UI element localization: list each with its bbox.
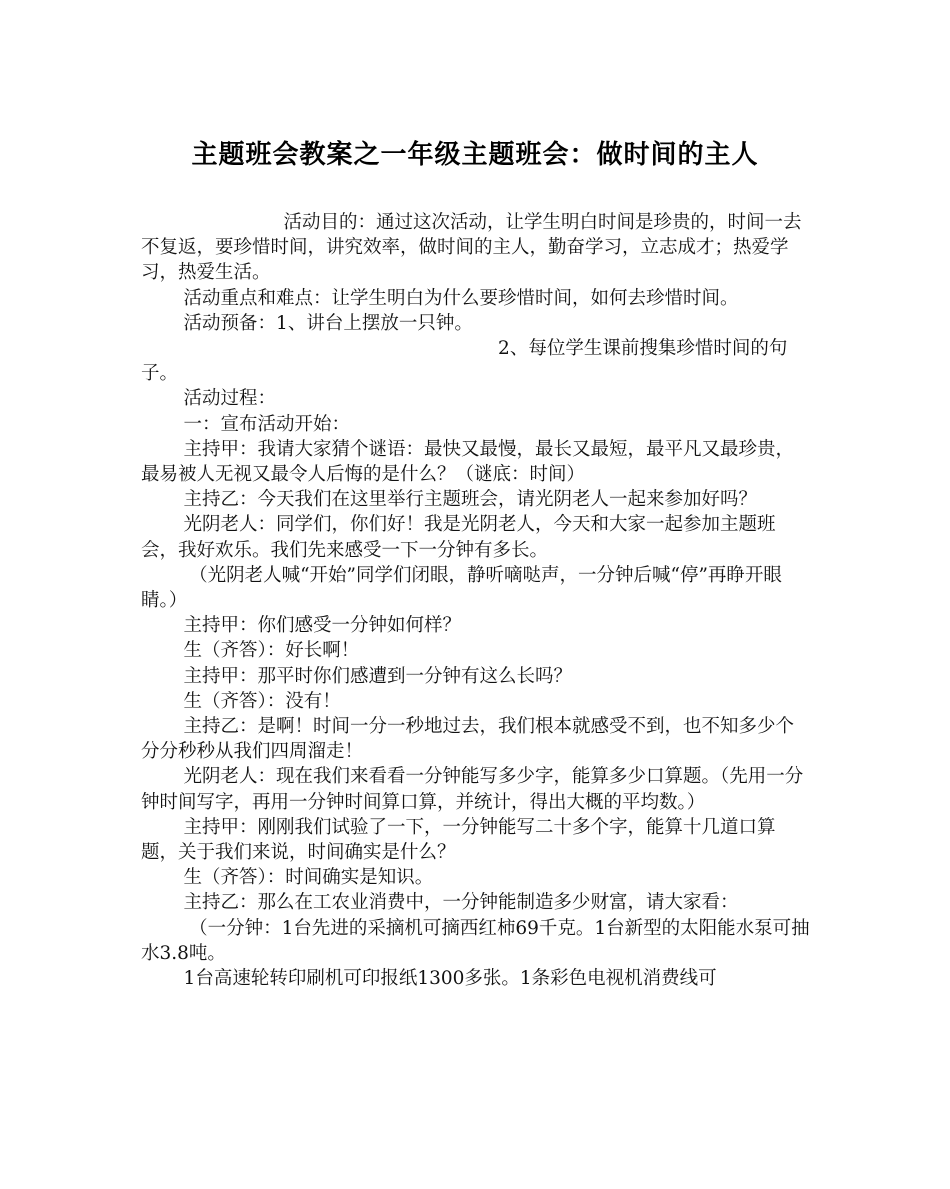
paragraph-host-b-invite: 主持乙：今天我们在这里举行主题班会，请光阴老人一起来参加好吗？ bbox=[183, 489, 758, 511]
paragraph-prep-1: 活动预备：1、讲台上摆放一只钟。 bbox=[183, 312, 473, 334]
paragraph-host-a-summary: 主持甲：刚刚我们试验了一下，一分钟能写二十多个字，能算十几道口算题，关于我们来说，时间确实是什么？ bbox=[141, 816, 776, 864]
paragraph-process: 活动过程： bbox=[183, 388, 277, 410]
paragraph-host-b-production: 主持乙：那么在工农业消费中，一分钟能制造多少财富，请大家看： bbox=[183, 892, 739, 914]
paragraph-focus: 活动重点和难点：让学生明白为什么要珍惜时间，如何去珍惜时间。 bbox=[183, 287, 739, 309]
paragraph-host-a-question-2: 主持甲：那平时你们感遭到一分钟有这么长吗？ bbox=[183, 665, 573, 687]
paragraph-host-a-riddle: 主持甲：我请大家猜个谜语：最快又最慢，最长又最短，最平凡又最珍贵，最易被人无视又最令人后悔的是什么？（谜底：时间） bbox=[141, 438, 795, 486]
paragraph-host-a-question: 主持甲：你们感受一分钟如何样？ bbox=[183, 615, 462, 637]
paragraph-one-minute-facts: （一分钟：1台先进的采摘机可摘西红柿69千克。1台新型的太阳能水泵可抽水3.8吨。 bbox=[141, 917, 810, 964]
paragraph-step-one: 一：宣布活动开始： bbox=[183, 413, 351, 435]
paragraph-host-b-remark: 主持乙：是啊！时间一分一秒地过去，我们根本就感受不到，也不知多少个分分秒秒从我们四周溜走！ bbox=[141, 716, 795, 763]
document-body bbox=[141, 210, 811, 991]
paragraph-prep-2: 2、每位学生课前搜集珍惜时间的句子。 bbox=[141, 338, 788, 385]
document-title: 主题班会教案之一年级主题班会：做时间的主人 bbox=[191, 140, 759, 170]
paragraph-one-minute-facts-2: 1台高速轮转印刷机可印报纸1300多张。1条彩色电视机消费线可 bbox=[183, 968, 717, 990]
paragraph-students-answer-3: 生（齐答）：时间确实是知识。 bbox=[183, 867, 434, 889]
paragraph-time-elder-greeting: 光阴老人：同学们，你们好！我是光阴老人，今天和大家一起参加主题班会，我好欢乐。我们先来感受一下一分钟有多长。 bbox=[141, 514, 776, 561]
paragraph-students-answer-1: 生（齐答）：好长啊！ bbox=[183, 640, 360, 662]
paragraph-time-elder-test: 光阴老人：现在我们来看看一分钟能写多少字，能算多少口算题。（先用一分钟时间写字，再用一分钟时间算口算，并统计，得出大概的平均数。） bbox=[141, 766, 804, 813]
paragraph-students-answer-2: 生（齐答）：没有！ bbox=[183, 690, 341, 712]
paragraph-purpose: 活动目的：通过这次活动，让学生明白时间是珍贵的，时间一去不复返，要珍惜时间，讲究效率，做时间的主人，勤奋学习，立志成才；热爱学习，热爱生活。 bbox=[141, 212, 802, 284]
paragraph-stage-direction: （光阴老人喊“开始”同学们闭眼，静听嘀哒声，一分钟后喊“停”再睁开眼睛。） bbox=[141, 564, 782, 612]
